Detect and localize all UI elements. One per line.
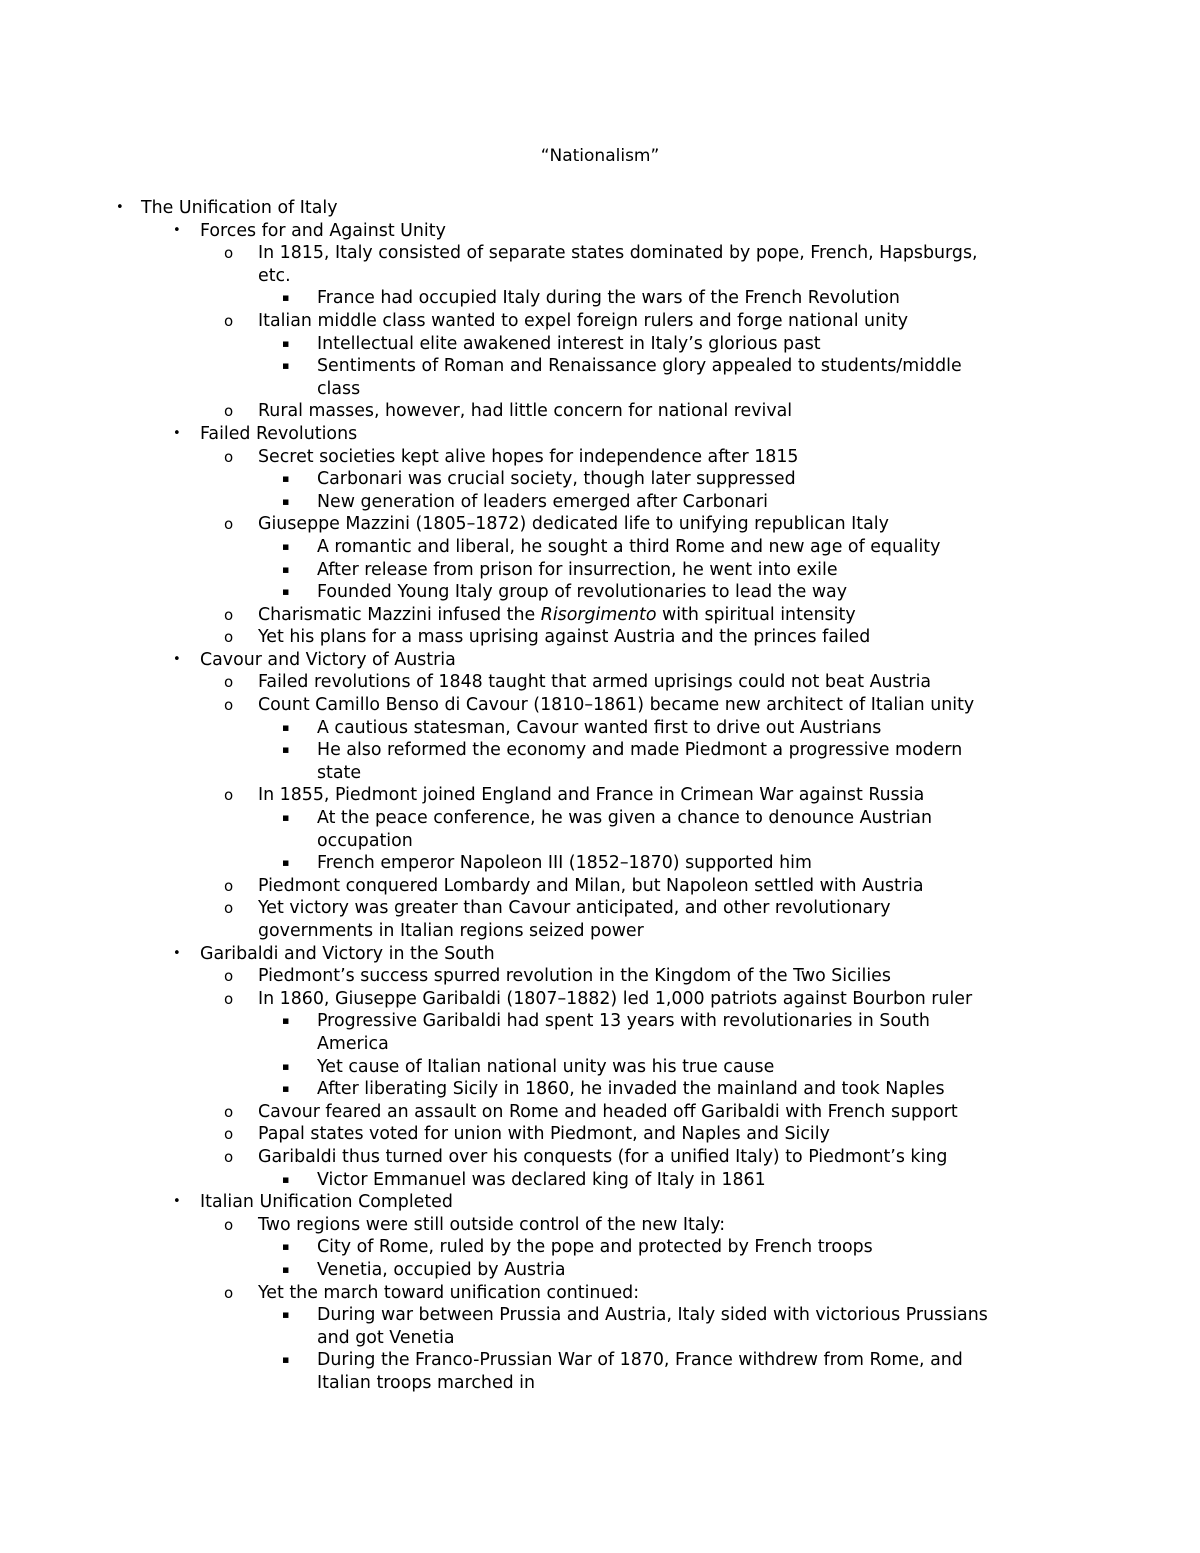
list-item-text: Two regions were still outside control of the new Italy: bbox=[258, 1214, 726, 1235]
list-item-level-4 bbox=[0, 852, 1200, 875]
bullet-marker: o bbox=[224, 1147, 234, 1166]
bullet-marker: o bbox=[224, 1283, 234, 1302]
list-item-continuation bbox=[0, 920, 1200, 943]
list-item-text: He also reformed the economy and made Piedmont a progressive modern bbox=[317, 740, 963, 761]
list-item-text: America bbox=[317, 1033, 389, 1054]
list-item-text: Giuseppe Mazzini (1805–1872) dedicated life to unifying republican Italy bbox=[258, 514, 889, 535]
list-item-level-4 bbox=[0, 1056, 1200, 1079]
list-item-text: Yet the march toward unification continued: bbox=[258, 1282, 640, 1303]
list-item-text: Founded Young Italy group of revolutionaries to lead the way bbox=[317, 582, 847, 603]
list-item-text: Italian troops marched in bbox=[317, 1372, 536, 1393]
list-item-text: After liberating Sicily in 1860, he invaded the mainland and took Naples bbox=[317, 1079, 945, 1100]
list-item-level-2 bbox=[0, 649, 1200, 672]
bullet-marker: • bbox=[173, 651, 181, 667]
list-item-text: governments in Italian regions seized power bbox=[258, 921, 644, 941]
list-item-continuation bbox=[0, 1372, 1200, 1395]
list-item-level-4 bbox=[0, 491, 1200, 514]
bullet-marker: o bbox=[224, 673, 234, 692]
list-item-continuation bbox=[0, 1033, 1200, 1056]
bullet-marker: ▪ bbox=[282, 1172, 290, 1186]
list-item-continuation bbox=[0, 830, 1200, 853]
list-item-text: Italian middle class wanted to expel foreign rulers and forge national unity bbox=[258, 310, 909, 331]
list-item-text: Cavour feared an assault on Rome and headed off Garibaldi with French support bbox=[258, 1101, 958, 1122]
list-item-text: In 1855, Piedmont joined England and France in Crimean War against Russia bbox=[258, 785, 925, 806]
list-item-continuation bbox=[0, 762, 1200, 785]
list-item-level-2 bbox=[0, 423, 1200, 446]
list-item-level-3 bbox=[0, 310, 1200, 333]
list-item-level-4 bbox=[0, 1259, 1200, 1282]
list-item-text: class bbox=[317, 378, 361, 399]
bullet-marker: • bbox=[173, 1194, 181, 1210]
list-item-level-3 bbox=[0, 694, 1200, 717]
bullet-marker: ▪ bbox=[282, 743, 290, 757]
list-item-level-3 bbox=[0, 875, 1200, 898]
bullet-marker: o bbox=[224, 967, 234, 986]
list-item-level-3 bbox=[0, 988, 1200, 1011]
list-item-continuation bbox=[0, 1327, 1200, 1350]
bullet-marker: o bbox=[224, 244, 234, 263]
list-item-text: Secret societies kept alive hopes for independence after 1815 bbox=[258, 446, 799, 467]
document-title: “Nationalism” bbox=[540, 146, 660, 166]
list-item-level-4 bbox=[0, 559, 1200, 582]
list-item-text: Cavour and Victory of Austria bbox=[200, 649, 456, 670]
list-item-level-3 bbox=[0, 513, 1200, 536]
bullet-marker: ▪ bbox=[282, 1240, 290, 1254]
list-item-level-4 bbox=[0, 287, 1200, 310]
bullet-marker: o bbox=[224, 1102, 234, 1121]
list-item-level-3 bbox=[0, 1123, 1200, 1146]
bullet-marker: • bbox=[116, 200, 124, 215]
bullet-marker: o bbox=[224, 696, 234, 715]
list-item-level-4 bbox=[0, 739, 1200, 762]
list-item-level-3 bbox=[0, 965, 1200, 988]
bullet-marker: • bbox=[173, 945, 181, 961]
list-item-text bbox=[258, 604, 856, 627]
list-item-text: Venetia, occupied by Austria bbox=[317, 1259, 566, 1280]
bullet-marker: o bbox=[224, 628, 234, 647]
bullet-marker: ▪ bbox=[282, 1082, 290, 1096]
bullet-marker: o bbox=[224, 1125, 234, 1144]
list-item-text: France had occupied Italy during the wars of the French Revolution bbox=[317, 288, 900, 309]
bullet-marker: o bbox=[224, 989, 234, 1008]
list-item-level-4 bbox=[0, 468, 1200, 491]
outline-list bbox=[0, 197, 1200, 1394]
bullet-marker: ▪ bbox=[282, 1014, 290, 1028]
list-item-text: After release from prison for insurrection, he went into exile bbox=[317, 559, 838, 580]
list-item-level-2 bbox=[0, 1191, 1200, 1214]
list-item-text: Count Camillo Benso di Cavour (1810–1861) became new architect of Italian unity bbox=[258, 695, 975, 716]
list-item-level-3 bbox=[0, 784, 1200, 807]
list-item-text: During the Franco-Prussian War of 1870, France withdrew from Rome, and bbox=[317, 1350, 963, 1371]
list-item-level-4 bbox=[0, 1304, 1200, 1327]
list-item-text: At the peace conference, he was given a chance to denounce Austrian bbox=[317, 808, 933, 829]
list-item-level-3 bbox=[0, 1146, 1200, 1169]
list-item-text: and got Venetia bbox=[317, 1327, 455, 1348]
bullet-marker: ▪ bbox=[282, 336, 290, 350]
bullet-marker: o bbox=[224, 786, 234, 805]
list-item-continuation bbox=[0, 378, 1200, 401]
list-item-level-3 bbox=[0, 897, 1200, 920]
bullet-marker: ▪ bbox=[282, 585, 290, 599]
bullet-marker: ▪ bbox=[282, 562, 290, 576]
list-item-text: Yet cause of Italian national unity was his true cause bbox=[317, 1056, 775, 1077]
list-item-text: Yet his plans for a mass uprising against Austria and the princes failed bbox=[258, 627, 871, 648]
list-item-level-3 bbox=[0, 1214, 1200, 1237]
list-item-text: Piedmont conquered Lombardy and Milan, but Napoleon settled with Austria bbox=[258, 875, 924, 896]
bullet-marker: o bbox=[224, 447, 234, 466]
list-item-text: Rural masses, however, had little concern for national revival bbox=[258, 401, 793, 422]
list-item-text: The Unification of Italy bbox=[141, 198, 338, 218]
list-item-level-4 bbox=[0, 333, 1200, 356]
list-item-level-4 bbox=[0, 1010, 1200, 1033]
list-item-text: During war between Prussia and Austria, Italy sided with victorious Prussians bbox=[317, 1305, 988, 1326]
bullet-marker: ▪ bbox=[282, 1353, 290, 1367]
bullet-marker: o bbox=[224, 1215, 234, 1234]
bullet-marker: ▪ bbox=[282, 494, 290, 508]
bullet-marker: ▪ bbox=[282, 291, 290, 305]
list-item-text: Garibaldi thus turned over his conquests (for a unified Italy) to Piedmont’s king bbox=[258, 1146, 948, 1167]
list-item-text: In 1860, Giuseppe Garibaldi (1807–1882) led 1,000 patriots against Bourbon ruler bbox=[258, 988, 973, 1009]
bullet-marker: o bbox=[224, 402, 234, 421]
list-item-text: Forces for and Against Unity bbox=[200, 220, 446, 241]
list-item-text: New generation of leaders emerged after Carbonari bbox=[317, 491, 768, 512]
list-item-level-4 bbox=[0, 536, 1200, 559]
list-item-text: Victor Emmanuel was declared king of Italy in 1861 bbox=[317, 1169, 766, 1190]
bullet-marker: ▪ bbox=[282, 359, 290, 373]
list-item-level-2 bbox=[0, 943, 1200, 966]
list-item-text: Italian Unification Completed bbox=[200, 1192, 453, 1213]
bullet-marker: o bbox=[224, 605, 234, 624]
list-item-level-4 bbox=[0, 581, 1200, 604]
list-item-level-3 bbox=[0, 671, 1200, 694]
list-item-text: state bbox=[317, 762, 362, 783]
bullet-marker: ▪ bbox=[282, 856, 290, 870]
list-item-text: occupation bbox=[317, 830, 413, 851]
list-item-text: A romantic and liberal, he sought a third Rome and new age of equality bbox=[317, 536, 941, 557]
bullet-marker: o bbox=[224, 876, 234, 895]
list-item-text: Garibaldi and Victory in the South bbox=[200, 943, 495, 964]
bullet-marker: ▪ bbox=[282, 1262, 290, 1276]
bullet-marker: • bbox=[173, 222, 181, 238]
list-item-text: Failed Revolutions bbox=[200, 423, 358, 444]
list-item-level-4 bbox=[0, 355, 1200, 378]
text-segment: Charismatic Mazzini infused the bbox=[258, 604, 541, 625]
list-item-level-4 bbox=[0, 1349, 1200, 1372]
list-item-text: Carbonari was crucial society, though later suppressed bbox=[317, 469, 796, 490]
list-item-level-3 bbox=[0, 242, 1200, 265]
list-item-text: City of Rome, ruled by the pope and protected by French troops bbox=[317, 1237, 873, 1258]
list-item-level-1 bbox=[0, 197, 1200, 220]
list-item-level-3 bbox=[0, 446, 1200, 469]
list-item-level-2 bbox=[0, 220, 1200, 243]
bullet-marker: o bbox=[224, 899, 234, 918]
bullet-marker: ▪ bbox=[282, 811, 290, 825]
text-segment: with spiritual intensity bbox=[656, 604, 856, 625]
list-item-text: Piedmont’s success spurred revolution in the Kingdom of the Two Sicilies bbox=[258, 966, 891, 987]
list-item-level-4 bbox=[0, 1078, 1200, 1101]
list-item-level-3 bbox=[0, 626, 1200, 649]
list-item-level-3 bbox=[0, 400, 1200, 423]
bullet-marker: • bbox=[173, 425, 181, 441]
list-item-text: In 1815, Italy consisted of separate states dominated by pope, French, Hapsburgs, bbox=[258, 243, 978, 264]
italic-term: Risorgimento bbox=[540, 604, 657, 625]
list-item-text: A cautious statesman, Cavour wanted first to drive out Austrians bbox=[317, 717, 882, 738]
bullet-marker: o bbox=[224, 311, 234, 330]
list-item-level-4 bbox=[0, 1169, 1200, 1192]
list-item-text: Intellectual elite awakened interest in Italy’s glorious past bbox=[317, 333, 821, 354]
bullet-marker: ▪ bbox=[282, 1059, 290, 1073]
list-item-text: Papal states voted for union with Piedmont, and Naples and Sicily bbox=[258, 1124, 830, 1145]
list-item-text: Failed revolutions of 1848 taught that armed uprisings could not beat Austria bbox=[258, 672, 932, 693]
bullet-marker: ▪ bbox=[282, 720, 290, 734]
bullet-marker: ▪ bbox=[282, 1308, 290, 1322]
list-item-level-3 bbox=[0, 1282, 1200, 1305]
list-item-text: Sentiments of Roman and Renaissance glory appealed to students/middle bbox=[317, 356, 962, 377]
list-item-level-4 bbox=[0, 1236, 1200, 1259]
bullet-marker: o bbox=[224, 515, 234, 534]
list-item-text: etc. bbox=[258, 265, 291, 286]
list-item-continuation bbox=[0, 265, 1200, 288]
list-item-text: French emperor Napoleon III (1852–1870) supported him bbox=[317, 853, 812, 874]
list-item-text: Progressive Garibaldi had spent 13 years with revolutionaries in South bbox=[317, 1011, 930, 1032]
list-item-level-4 bbox=[0, 807, 1200, 830]
bullet-marker: ▪ bbox=[282, 472, 290, 486]
list-item-level-3 bbox=[0, 1101, 1200, 1124]
list-item-text: Yet victory was greater than Cavour anticipated, and other revolutionary bbox=[258, 898, 891, 919]
list-item-level-3 bbox=[0, 604, 1200, 627]
list-item-level-4 bbox=[0, 717, 1200, 740]
bullet-marker: ▪ bbox=[282, 539, 290, 553]
